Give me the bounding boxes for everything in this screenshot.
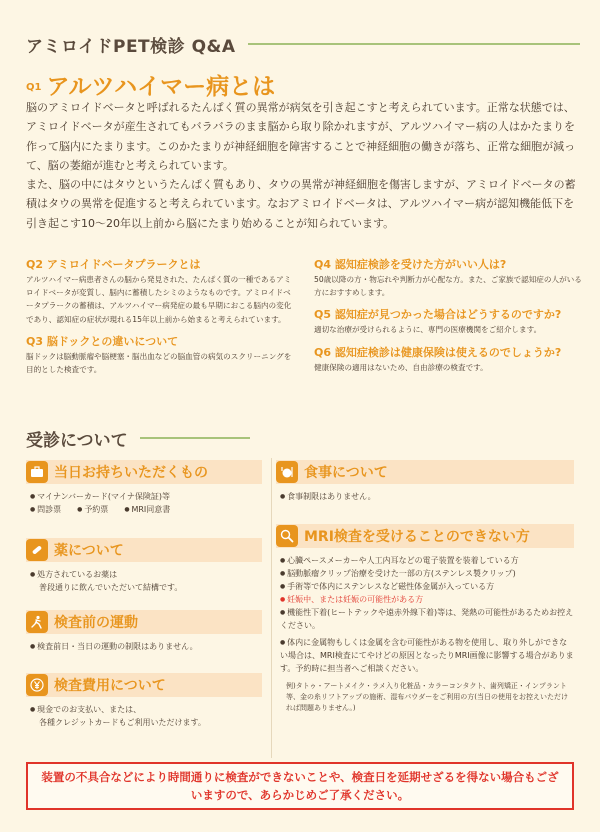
list-item: ● 予約票 <box>77 503 108 516</box>
card-medicine-items <box>30 568 266 594</box>
page-title: アミロイドPET検診 Q&A <box>26 36 236 57</box>
mri-icon <box>276 525 298 547</box>
q4-heading: Q4 認知症検診を受けた方がいい人は? <box>314 258 507 271</box>
card-mri-header <box>276 524 574 548</box>
list-item: ● 体内に金属物もしくは金属を含む可能性がある物を使用し、取り外しができない場合は、MRI検査にてやけどの原因となったりMRI画像に影響する場合があります。予約時に担当者へご相談ください。 <box>280 636 574 675</box>
section-consultation-title: 受診について <box>26 430 128 451</box>
list-item: ● 手術等で体内にステンレスなど磁性体金属が入っている方 <box>280 580 574 593</box>
meal-icon <box>276 461 298 483</box>
list-item-continued: 各種クレジットカードもご利用いただけます。 <box>39 718 206 727</box>
notice-box <box>26 762 574 810</box>
card-bring-title: 当日お持ちいただくもの <box>54 465 208 481</box>
qa-left-column <box>26 257 296 384</box>
card-medicine-title: 薬について <box>54 543 124 559</box>
list-item: ● 食事制限はありません。 <box>280 490 574 503</box>
card-meal-header <box>276 460 574 484</box>
bag-icon <box>26 461 48 483</box>
list-item-warning: ● 妊娠中、または妊娠の可能性がある方 <box>280 593 574 606</box>
card-bring-items <box>30 490 266 516</box>
q3-answer: 脳ドックは脳動脈瘤や脳梗塞・脳出血などの脳血管の病気のスクリーニングを目的とした検査です。 <box>26 351 292 375</box>
q5-answer: 適切な治療が受けられるように、専門の医療機関をご紹介します。 <box>314 325 542 335</box>
card-exercise-header <box>26 610 262 634</box>
pill-icon <box>26 539 48 561</box>
q1-body <box>26 98 578 233</box>
q1-heading <box>26 68 275 101</box>
list-item: ● 処方されているお薬は <box>30 568 266 581</box>
card-meal-title: 食事について <box>304 465 388 481</box>
q1-paragraph: 脳のアミロイドベータと呼ばれるたんぱく質の異常が病気を引き起こすと考えられています。正常な状態では、アミロイドベータが産生されてもバラバラのまま脳から取り除かれますが、アルツハイマー病の人はかたまりを作って脳内にたまります。このかたまりが神経細胞を障害することで神経細胞の働きが落ち、正常な細胞が減って、脳の萎縮が進むと考えられています。 <box>26 101 576 172</box>
card-cost-items <box>30 703 266 729</box>
page-header <box>26 32 580 56</box>
q3-heading: Q3 脳ドックとの違いについて <box>26 334 179 348</box>
q6-heading: Q6 認知症検診は健康保険は使えるのでしょうか? <box>314 345 562 359</box>
yen-icon <box>26 674 48 696</box>
q1-title: アルツハイマー病とは <box>46 74 276 100</box>
section-divider <box>140 437 250 439</box>
header-divider <box>248 43 580 45</box>
q5-heading: Q5 認知症が見つかった場合はどうするのですか? <box>314 308 562 322</box>
q2-heading: Q2 アミロイドベータプラークとは <box>26 258 201 271</box>
list-item: ● 脳動脈瘤クリップ治療を受けた一部の方(ステンレス製クリップ) <box>280 567 574 580</box>
q1-paragraph: また、脳の中にはタウというたんぱく質もあり、タウの異常が神経細胞を傷害しますが、アミロイドベータの蓄積はタウの異常を促進すると考えられています。なおアミロイドベータは、アルツハイマー病が認知機能低下を引き起こす10〜20年以上前から脳にたまり始めることが知られています。 <box>26 178 576 230</box>
q4-answer: 50歳以降の方・物忘れや判断力が心配な方。また、ご家族で認知症の人がいる方におすすめします。 <box>314 275 582 298</box>
card-mri-title: MRI検査を受けることのできない方 <box>304 529 530 545</box>
list-item: ● 現金でのお支払い、または、 <box>30 703 266 716</box>
list-item: ● 検査前日・当日の運動の制限はありません。 <box>30 640 266 653</box>
list-item: ● 問診票 <box>30 503 61 516</box>
q2-answer: アルツハイマー病患者さんの脳から発見された、たんぱく質の一種であるアミロイドベータが変質し、脳内に蓄積したシミのようなものです。アミロイドベータプラークの蓄積は、アルツハイマー病発症の最も早期におこる脳内の変化であり、認知症の症状が現れる15年以上前から始まると考えられています。 <box>26 275 292 324</box>
card-meal-items <box>280 490 574 503</box>
section-consultation-header <box>26 426 570 450</box>
list-item: ● マイナンバーカード(マイナ保険証)等 <box>30 490 266 503</box>
card-bring-header <box>26 460 262 484</box>
card-medicine-header <box>26 538 262 562</box>
q6-answer: 健康保険の適用はないため、自由診療の検査です。 <box>314 362 488 372</box>
q1-tag: Q1 <box>26 82 42 93</box>
card-exercise-items <box>30 640 266 653</box>
card-mri-items <box>280 554 574 714</box>
list-item: ● 心臓ペースメーカーや人工内耳などの電子装置を装着している方 <box>280 554 574 567</box>
runner-icon <box>26 611 48 633</box>
list-item: ● MRI同意書 <box>124 503 170 516</box>
qa-right-column <box>314 257 584 382</box>
card-exercise-title: 検査前の運動 <box>54 615 138 631</box>
notice-text: 装置の不具合などにより時間通りに検査ができないことや、検査日を延期せざるを得ない場合もございますので、あらかじめご了承ください。 <box>41 770 559 802</box>
list-item-continued: 普段通りに飲んでいただいて結構です。 <box>39 583 183 592</box>
list-item: ● 機能性下着(ヒートテックや遠赤外線下着)等は、発熱の可能性があるためお控えください。 <box>280 606 574 632</box>
card-cost-header <box>26 673 262 697</box>
card-cost-title: 検査費用について <box>54 678 166 694</box>
mri-example-note: 例)タトゥ・アートメイク・ラメ入り化粧品・カラーコンタクト、歯列矯正・インプラント等、金の糸リフトアップの施術、湿布パウダーをご利用の方(当日の使用をお控えいただければ問題ありません。) <box>286 682 568 712</box>
column-divider <box>271 458 272 758</box>
